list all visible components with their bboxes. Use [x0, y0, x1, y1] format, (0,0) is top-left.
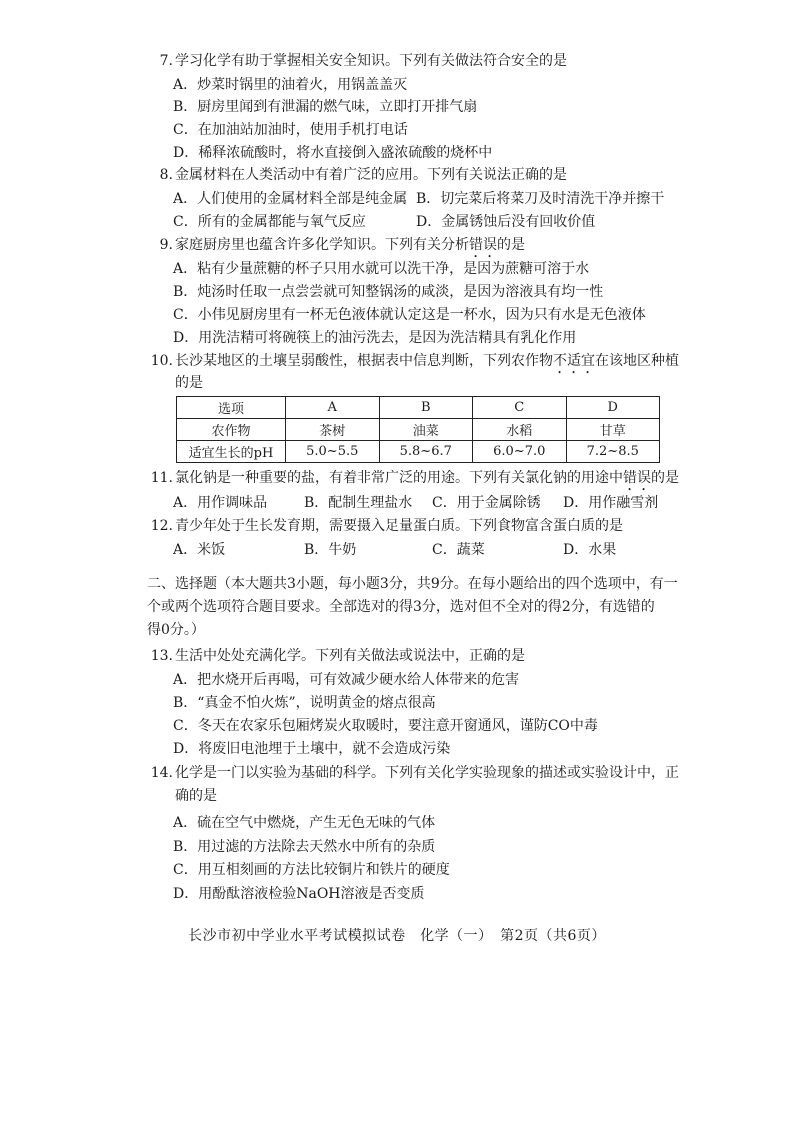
question-stem-end: 的是	[651, 470, 679, 486]
question-7	[145, 50, 705, 73]
question-number: 10.	[150, 353, 173, 369]
option-c: C．所有的金属都能与氧气反应	[173, 214, 366, 230]
option-d: D．水果	[563, 542, 617, 558]
table-cell: 5.0~5.5	[286, 441, 380, 463]
question-number: 11.	[150, 470, 173, 486]
question-stem: 家庭厨房里也蕴含许多化学知识。下列有关分析	[175, 237, 469, 253]
option-c: C．用于金属除锈	[432, 495, 541, 511]
option-b: B．切完菜后将菜刀及时清洗干净并擦干	[416, 191, 665, 207]
table-cell: 甘草	[566, 419, 660, 441]
option-c: C．在加油站加油时，使用手机打电话	[173, 122, 408, 138]
option-b: B．“真金不怕火炼”，说明黄金的熔点很高	[173, 695, 436, 711]
table-cell: 油菜	[379, 419, 473, 441]
section-heading-line3: 得0分。）	[147, 622, 205, 638]
option-d: D．金属锈蚀后没有回收价值	[416, 214, 596, 230]
option-d: D．将废旧电池埋于土壤中，就不会造成污染	[173, 741, 451, 757]
page-footer: 长沙市初中学业水平考试模拟试卷 化学（一） 第2页（共6页）	[188, 928, 606, 944]
question-number: 9.	[159, 237, 173, 253]
option-a: A．用作调味品	[173, 495, 268, 511]
table-cell: 适宜生长的pH	[177, 441, 286, 463]
option-a: A．米饭	[173, 542, 226, 558]
question-stem: 长沙某地区的土壤呈弱酸性，根据表中信息判断，下列农作物	[175, 353, 553, 369]
table-cell: 6.0~7.0	[473, 441, 567, 463]
option-c: C．小伟见厨房里有一杯无色液体就认定这是一杯水，因为只有水是无色液体	[173, 307, 646, 323]
question-12	[145, 515, 705, 538]
option-d: D．用洗洁精可将碗筷上的油污洗去，是因为洗洁精具有乳化作用	[173, 330, 577, 346]
emphasis-text: 不适宜	[553, 353, 595, 369]
table-cell: 选项	[177, 397, 286, 419]
table-cell: D	[566, 397, 660, 419]
question-stem-end: 在该地区种植	[595, 353, 679, 369]
table-row	[177, 419, 660, 441]
option-a: A．人们使用的金属材料全部是纯金属	[173, 191, 408, 207]
question-number: 8.	[159, 167, 173, 183]
option-b: B．用过滤的方法除去天然水中所有的杂质	[173, 839, 436, 855]
option-c: C．用互相刻画的方法比较铜片和铁片的硬度	[173, 862, 450, 878]
option-a: A．硫在空气中燃烧，产生无色无味的气体	[173, 815, 436, 831]
question-8	[145, 164, 705, 187]
table-cell: C	[473, 397, 567, 419]
table-cell: B	[379, 397, 473, 419]
question-14	[145, 762, 705, 785]
table-cell: A	[286, 397, 380, 419]
question-number: 7.	[159, 53, 173, 69]
question-stem: 氯化钠是一种重要的盐，有着非常广泛的用途。下列有关氯化钠的用途中	[175, 470, 623, 486]
question-10-line2: 的是	[175, 375, 203, 391]
table-cell: 茶树	[286, 419, 380, 441]
question-stem: 青少年处于生长发育期，需要摄入足量蛋白质。下列食物富含蛋白质的是	[175, 518, 623, 534]
question-13	[145, 645, 705, 668]
option-a: A．炒菜时锅里的油着火，用锅盖盖灭	[173, 77, 408, 93]
section-heading-line2: 个或两个选项符合题目要求。全部选对的得3分，选对但不全对的得2分，有选错的	[147, 599, 655, 615]
question-stem-end: 的是	[497, 237, 525, 253]
option-a: A．把水烧开后再喝，可有效减少硬水给人体带来的危害	[173, 672, 520, 688]
table-cell: 5.8~6.7	[379, 441, 473, 463]
question-number: 14.	[150, 765, 173, 781]
option-c: C．冬天在农家乐包厢烤炭火取暖时，要注意开窗通风，谨防CO中毒	[173, 718, 598, 734]
question-stem: 化学是一门以实验为基础的科学。下列有关化学实验现象的描述或实验设计中，正	[175, 765, 679, 781]
question-number: 13.	[150, 648, 173, 664]
question-stem: 学习化学有助于掌握相关安全知识。下列有关做法符合安全的是	[175, 53, 567, 69]
table-cell: 农作物	[177, 419, 286, 441]
question-stem: 生活中处处充满化学。下列有关做法或说法中，正确的是	[175, 648, 525, 664]
table-row	[177, 441, 660, 463]
question-11	[145, 467, 705, 494]
section-heading-line1: 二、选择题（本大题共3小题，每小题3分，共9分。在每小题给出的四个选项中，有一	[147, 576, 678, 592]
option-d: D．稀释浓硫酸时，将水直接倒入盛浓硫酸的烧杯中	[173, 145, 493, 161]
ph-table	[176, 396, 660, 463]
option-b: B．配制生理盐水	[304, 495, 413, 511]
option-a: A．粘有少量蔗糖的杯子只用水就可以洗干净，是因为蔗糖可溶于水	[173, 261, 590, 277]
table-cell: 7.2~8.5	[566, 441, 660, 463]
question-number: 12.	[150, 518, 173, 534]
option-b: B．厨房里闻到有泄漏的燃气味，立即打开排气扇	[173, 99, 478, 115]
table-row	[177, 397, 660, 419]
option-b: B．牛奶	[304, 542, 357, 558]
option-d: D．用作融雪剂	[563, 495, 659, 511]
question-9	[145, 234, 705, 261]
question-14-line2: 确的是	[175, 788, 217, 804]
option-d: D．用酚酞溶液检验NaOH溶液是否变质	[173, 886, 425, 902]
emphasis-text: 错误	[623, 470, 651, 486]
option-b: B．炖汤时任取一点尝尝就可知整锅汤的咸淡，是因为溶液具有均一性	[173, 284, 604, 300]
table-cell: 水稻	[473, 419, 567, 441]
question-stem: 金属材料在人类活动中有着广泛的应用。下列有关说法正确的是	[175, 167, 567, 183]
option-c: C．蔬菜	[432, 542, 485, 558]
emphasis-text: 错误	[469, 237, 497, 253]
